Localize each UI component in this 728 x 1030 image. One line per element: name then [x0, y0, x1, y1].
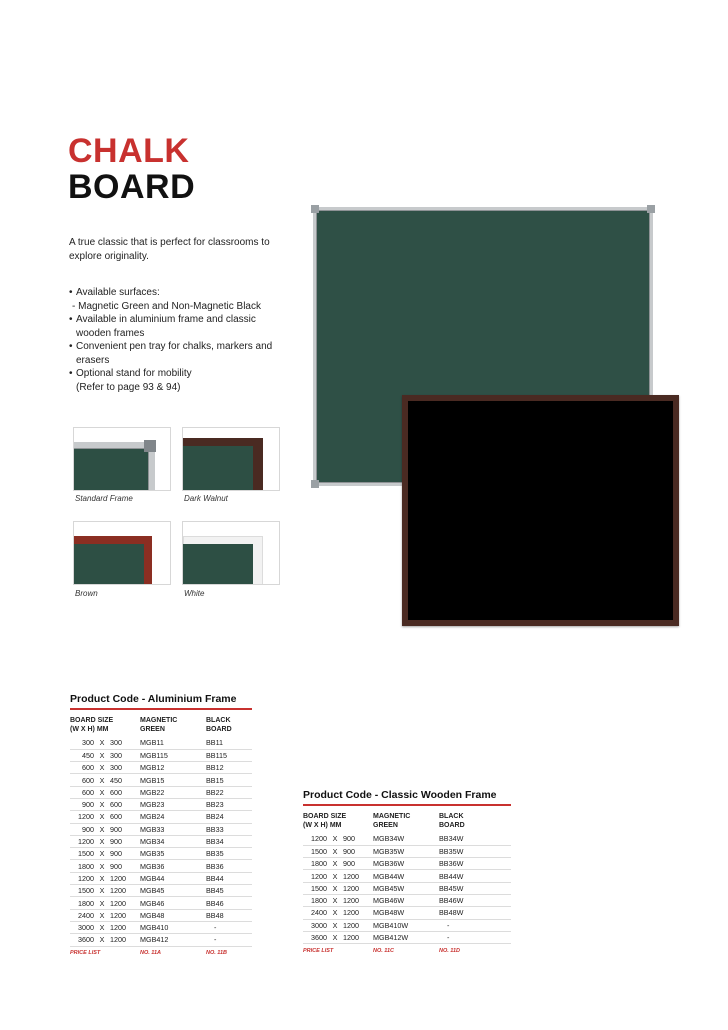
table-header-row	[70, 710, 252, 737]
size-separator: X	[99, 763, 105, 773]
size-height: 1200	[343, 920, 359, 930]
aluminium-frame-table	[70, 693, 252, 958]
table-row	[70, 737, 252, 749]
feature-line: - Magnetic Green and Non-Magnetic Black	[72, 300, 261, 312]
swatch-standard-surface	[74, 448, 152, 491]
table-row	[70, 872, 252, 884]
cell-magnetic-green-code: MGB46W	[373, 894, 439, 906]
cell-magnetic-green-code: MGB15	[140, 774, 206, 786]
cell-board-size	[70, 823, 140, 835]
price-list-black: NO. 11B	[206, 950, 227, 957]
size-height: 300	[110, 750, 122, 760]
cell-black-board-code: BB115	[206, 749, 252, 761]
table-row	[303, 833, 511, 845]
cell-black-board-code: -	[206, 934, 252, 946]
table-row	[70, 762, 252, 774]
size-separator: X	[99, 935, 105, 945]
intro-text: A true classic that is perfect for classrooms to explore originality.	[69, 237, 270, 262]
size-height: 1200	[343, 871, 359, 881]
size-height: 1200	[110, 923, 126, 933]
price-list-green: NO. 11A	[140, 950, 161, 957]
cell-board-size	[70, 774, 140, 786]
size-width: 3600	[78, 935, 94, 945]
price-list-green: NO. 11C	[373, 948, 394, 955]
cell-black-board-code: BB44W	[439, 870, 511, 882]
column-header-black: BLACK BOARD	[206, 717, 232, 733]
cell-board-size	[303, 894, 373, 906]
cell-black-board-code: -	[439, 919, 511, 931]
cell-magnetic-green-code: MGB46	[140, 897, 206, 909]
size-height: 1200	[343, 933, 359, 943]
table-row	[70, 798, 252, 810]
cell-black-board-code: BB22	[206, 786, 252, 798]
size-width: 2400	[78, 910, 94, 920]
cell-magnetic-green-code: MGB45W	[373, 882, 439, 894]
size-height: 450	[110, 775, 122, 785]
frame-corner-tr	[647, 205, 655, 213]
cell-black-board-code: BB33	[206, 823, 252, 835]
size-width: 1200	[311, 834, 327, 844]
column-header-green: MAGNETIC GREEN	[140, 717, 178, 733]
swatch-white	[182, 521, 280, 585]
frame-corner-tl	[311, 205, 319, 213]
size-height: 900	[110, 824, 122, 834]
size-height: 1200	[343, 896, 359, 906]
size-separator: X	[99, 800, 105, 810]
size-width: 300	[82, 738, 94, 748]
size-separator: X	[99, 923, 105, 933]
size-width: 1500	[311, 846, 327, 856]
size-separator: X	[332, 883, 338, 893]
table-row	[70, 860, 252, 872]
size-width: 1500	[78, 849, 94, 859]
wooden-table-title: Product Code - Classic Wooden Frame	[303, 789, 511, 806]
cell-magnetic-green-code: MGB412	[140, 934, 206, 946]
column-header-black: BLACK BOARD	[439, 813, 465, 829]
cell-black-board-code: BB45	[206, 885, 252, 897]
cell-black-board-code: BB45W	[439, 882, 511, 894]
cell-board-size	[70, 798, 140, 810]
size-height: 600	[110, 787, 122, 797]
aluminium-table-title: Product Code - Aluminium Frame	[70, 693, 252, 710]
size-separator: X	[332, 846, 338, 856]
size-height: 600	[110, 800, 122, 810]
cell-magnetic-green-code: MGB23	[140, 798, 206, 810]
size-width: 1200	[78, 873, 94, 883]
size-separator: X	[332, 871, 338, 881]
cell-board-size	[70, 921, 140, 933]
size-height: 900	[110, 861, 122, 871]
size-height: 300	[110, 738, 122, 748]
size-width: 900	[82, 800, 94, 810]
size-separator: X	[99, 787, 105, 797]
column-header-green: MAGNETIC GREEN	[373, 813, 411, 829]
cell-black-board-code: -	[439, 931, 511, 943]
cell-board-size	[70, 934, 140, 946]
cell-black-board-code: BB35	[206, 848, 252, 860]
size-width: 1200	[78, 837, 94, 847]
cell-magnetic-green-code: MGB412W	[373, 931, 439, 943]
cell-board-size	[70, 786, 140, 798]
size-separator: X	[99, 849, 105, 859]
size-separator: X	[332, 933, 338, 943]
feature-line: • Convenient pen tray for chalks, markers and	[69, 340, 284, 354]
cell-black-board-code: BB46W	[439, 894, 511, 906]
cell-board-size	[70, 762, 140, 774]
swatch-walnut-label: Dark Walnut	[184, 494, 228, 503]
price-list-size: PRICE LIST	[303, 948, 334, 955]
size-separator: X	[99, 873, 105, 883]
swatch-brown	[73, 521, 171, 585]
size-height: 900	[110, 849, 122, 859]
size-width: 900	[82, 824, 94, 834]
cell-magnetic-green-code: MGB115	[140, 749, 206, 761]
table-row	[303, 882, 511, 894]
size-width: 3000	[311, 920, 327, 930]
cell-black-board-code: BB36W	[439, 858, 511, 870]
swatch-standard-label: Standard Frame	[75, 494, 133, 503]
swatch-walnut-surface	[183, 446, 253, 491]
size-height: 1200	[110, 910, 126, 920]
column-header-size: BOARD SIZE (W X H) MM	[303, 813, 347, 829]
cell-board-size	[303, 882, 373, 894]
cell-board-size	[70, 909, 140, 921]
table-row	[70, 921, 252, 933]
cell-board-size	[303, 858, 373, 870]
table-row	[70, 909, 252, 921]
title-line-board: BOARD	[68, 168, 196, 206]
swatch-white-label: White	[184, 589, 205, 598]
size-width: 1500	[311, 883, 327, 893]
cell-magnetic-green-code: MGB410	[140, 921, 206, 933]
cell-board-size	[70, 811, 140, 823]
swatch-standard-frame	[73, 427, 171, 491]
feature-line: erasers	[76, 354, 110, 366]
size-width: 1500	[78, 886, 94, 896]
table-row	[303, 907, 511, 919]
cell-black-board-code: BB36	[206, 860, 252, 872]
feature-line: wooden frames	[76, 327, 145, 339]
cell-magnetic-green-code: MGB410W	[373, 919, 439, 931]
size-width: 3000	[78, 923, 94, 933]
cell-black-board-code: BB34W	[439, 833, 511, 845]
cell-magnetic-green-code: MGB45	[140, 885, 206, 897]
swatch-brown-surface	[74, 544, 144, 585]
swatch-dark-walnut	[182, 427, 280, 491]
price-list-size: PRICE LIST	[70, 950, 101, 957]
size-width: 1200	[311, 871, 327, 881]
cell-magnetic-green-code: MGB48	[140, 909, 206, 921]
cell-black-board-code: BB23	[206, 798, 252, 810]
cell-magnetic-green-code: MGB24	[140, 811, 206, 823]
cell-magnetic-green-code: MGB22	[140, 786, 206, 798]
cell-black-board-code: BB35W	[439, 845, 511, 857]
size-separator: X	[332, 908, 338, 918]
table-row	[70, 835, 252, 847]
size-width: 3600	[311, 933, 327, 943]
cell-black-board-code: BB44	[206, 872, 252, 884]
swatch-standard-corner-cap	[144, 440, 156, 452]
cell-black-board-code: BB34	[206, 835, 252, 847]
feature-line: • Available surfaces:	[69, 286, 284, 300]
size-separator: X	[332, 920, 338, 930]
size-width: 600	[82, 775, 94, 785]
table-row	[70, 811, 252, 823]
size-separator: X	[99, 750, 105, 760]
size-width: 600	[82, 763, 94, 773]
size-height: 300	[110, 763, 122, 773]
cell-board-size	[303, 931, 373, 943]
cell-black-board-code: BB48	[206, 909, 252, 921]
size-separator: X	[99, 837, 105, 847]
features-list	[69, 286, 284, 394]
cell-magnetic-green-code: MGB11	[140, 737, 206, 749]
cell-magnetic-green-code: MGB12	[140, 762, 206, 774]
cell-board-size	[70, 860, 140, 872]
size-width: 2400	[311, 908, 327, 918]
size-height: 1200	[343, 908, 359, 918]
size-height: 900	[343, 859, 355, 869]
size-height: 1200	[110, 873, 126, 883]
cell-board-size	[303, 845, 373, 857]
table-row	[70, 897, 252, 909]
cell-board-size	[70, 885, 140, 897]
cell-board-size	[70, 872, 140, 884]
table-row	[70, 774, 252, 786]
table-row	[303, 894, 511, 906]
cell-board-size	[70, 737, 140, 749]
feature-line: • Optional stand for mobility	[69, 367, 284, 381]
swatch-white-surface	[183, 544, 253, 585]
table-row	[70, 749, 252, 761]
swatch-standard-frame-rail-top	[74, 442, 154, 449]
cell-magnetic-green-code: MGB36W	[373, 858, 439, 870]
table-header-row	[303, 806, 511, 833]
table-row	[70, 823, 252, 835]
column-header-size: BOARD SIZE (W X H) MM	[70, 717, 114, 733]
size-height: 900	[343, 834, 355, 844]
black-chalkboard-image	[402, 395, 679, 626]
price-list-row	[303, 944, 511, 956]
cell-black-board-code: BB24	[206, 811, 252, 823]
table-row	[70, 786, 252, 798]
cell-magnetic-green-code: MGB35W	[373, 845, 439, 857]
size-height: 1200	[110, 935, 126, 945]
cell-magnetic-green-code: MGB44W	[373, 870, 439, 882]
size-width: 1800	[311, 859, 327, 869]
table-row	[303, 919, 511, 931]
price-list-row	[70, 946, 252, 958]
aluminium-product-table	[70, 710, 252, 958]
cell-black-board-code: BB12	[206, 762, 252, 774]
cell-magnetic-green-code: MGB35	[140, 848, 206, 860]
feature-line: • Available in aluminium frame and classic	[69, 313, 284, 327]
size-height: 600	[110, 812, 122, 822]
size-separator: X	[99, 898, 105, 908]
size-separator: X	[99, 861, 105, 871]
cell-board-size	[70, 897, 140, 909]
size-width: 1200	[78, 812, 94, 822]
table-row	[70, 885, 252, 897]
black-chalkboard-surface	[408, 401, 673, 620]
cell-black-board-code: BB15	[206, 774, 252, 786]
size-separator: X	[332, 896, 338, 906]
cell-black-board-code: BB11	[206, 737, 252, 749]
size-height: 900	[110, 837, 122, 847]
price-list-black: NO. 11D	[439, 948, 460, 955]
size-separator: X	[99, 886, 105, 896]
size-separator: X	[332, 834, 338, 844]
size-width: 1800	[78, 861, 94, 871]
table-row	[70, 848, 252, 860]
size-height: 1200	[110, 886, 126, 896]
cell-magnetic-green-code: MGB34W	[373, 833, 439, 845]
cell-magnetic-green-code: MGB34	[140, 835, 206, 847]
cell-board-size	[303, 833, 373, 845]
size-separator: X	[99, 910, 105, 920]
feature-line: (Refer to page 93 & 94)	[76, 381, 181, 393]
cell-magnetic-green-code: MGB48W	[373, 907, 439, 919]
size-separator: X	[99, 738, 105, 748]
cell-black-board-code: BB46	[206, 897, 252, 909]
size-separator: X	[99, 824, 105, 834]
cell-board-size	[70, 749, 140, 761]
frame-corner-bl	[311, 480, 319, 488]
size-height: 1200	[343, 883, 359, 893]
size-separator: X	[99, 775, 105, 785]
title-line-chalk: CHALK	[68, 132, 190, 170]
cell-black-board-code: -	[206, 921, 252, 933]
size-height: 900	[343, 846, 355, 856]
swatch-brown-label: Brown	[75, 589, 98, 598]
size-width: 1800	[78, 898, 94, 908]
size-width: 600	[82, 787, 94, 797]
table-row	[303, 845, 511, 857]
size-width: 450	[82, 750, 94, 760]
table-row	[303, 858, 511, 870]
size-separator: X	[99, 812, 105, 822]
cell-board-size	[303, 919, 373, 931]
page-title	[68, 134, 195, 204]
cell-board-size	[70, 835, 140, 847]
cell-magnetic-green-code: MGB33	[140, 823, 206, 835]
table-row	[303, 870, 511, 882]
size-height: 1200	[110, 898, 126, 908]
wooden-frame-table	[303, 789, 511, 956]
table-row	[303, 931, 511, 943]
cell-black-board-code: BB48W	[439, 907, 511, 919]
cell-board-size	[303, 870, 373, 882]
cell-magnetic-green-code: MGB44	[140, 872, 206, 884]
table-row	[70, 934, 252, 946]
cell-board-size	[303, 907, 373, 919]
cell-magnetic-green-code: MGB36	[140, 860, 206, 872]
size-width: 1800	[311, 896, 327, 906]
cell-board-size	[70, 848, 140, 860]
size-separator: X	[332, 859, 338, 869]
wooden-product-table	[303, 806, 511, 956]
